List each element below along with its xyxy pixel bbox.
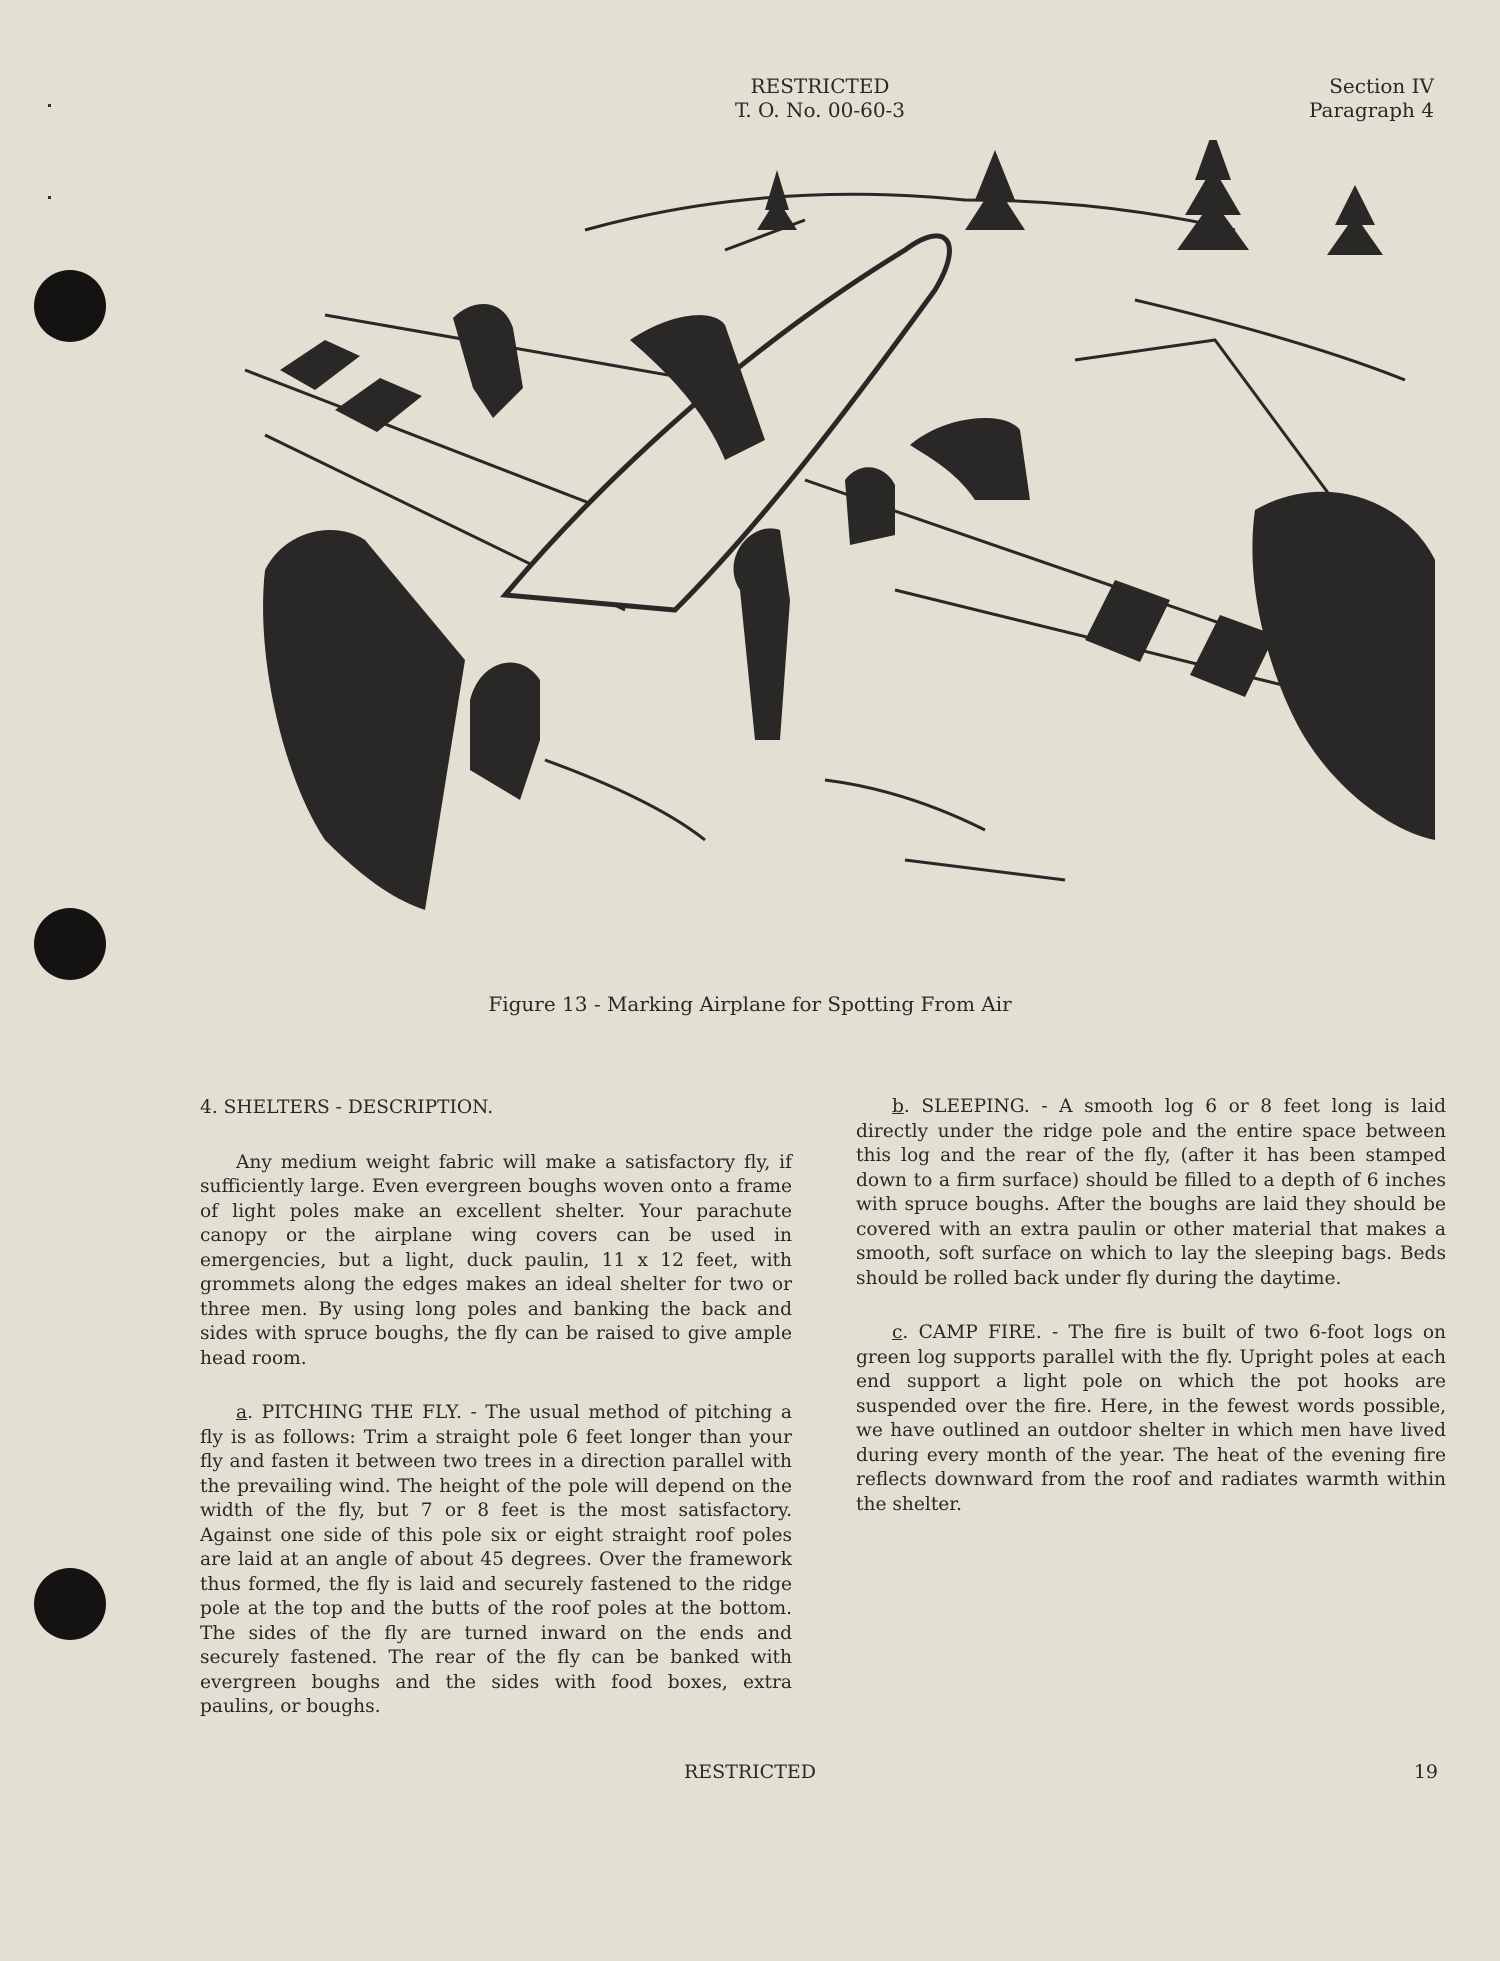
tree-icon — [1177, 140, 1249, 250]
header-right — [1309, 74, 1434, 122]
airplane-illustration — [205, 140, 1445, 970]
tree-icon — [757, 170, 797, 230]
header-restricted: RESTRICTED — [750, 74, 890, 98]
person-icon — [470, 663, 540, 800]
tree-icon — [1252, 492, 1435, 840]
footer-restricted: RESTRICTED — [684, 1761, 816, 1783]
tree-icon — [1327, 185, 1383, 255]
header-paragraph: Paragraph 4 — [1308, 98, 1434, 122]
paragraph-a: a. PITCHING THE FLY. - The usual method of pitching a fly is as follows: Trim a straight pole 6 feet longer than your fly and fasten it between two trees in a direction parallel with the prevailing wind. The height of the pole will depend on the width of the fly, but 7 or 8 feet is the most satisfactory. Against one side of this pole six or eight straight roof poles are laid at an angle of about 45 degrees. Over the framework thus formed, the fly is laid and securely fastened to the ridge pole at the top and the butts of the roof poles at the bottom. The sides of the fly are turned inward on the ends and securely fastened. The rear of the fly can be banked with evergreen boughs and the sides with food boxes, extra paulins, or boughs. — [200, 1402, 792, 1717]
engine-icon — [910, 418, 1030, 500]
paragraph-a-letter: a — [236, 1402, 248, 1423]
paragraph-c-letter: c — [892, 1322, 903, 1343]
column-left — [200, 1096, 792, 1720]
wing-cover-icon — [280, 340, 360, 390]
margin-mark — [48, 196, 51, 199]
figure-illustration — [205, 140, 1445, 970]
section-heading: 4. SHELTERS - DESCRIPTION. — [200, 1097, 494, 1118]
paragraph-b-text: SLEEPING. - A smooth log 6 or 8 feet long is laid directly under the ridge pole and the entire space between this log and the rear of the fly, (after it has been stamped down to a firm surface) should be filled to a depth of 6 inches with spruce boughs. After the boughs are laid they should be covered with an extra paulin or other material that makes a smooth, soft surface on which to lay the sleeping bags. Beds should be rolled back under fly during the daytime. — [856, 1096, 1446, 1289]
paragraph-a-text: PITCHING THE FLY. - The usual method of pitching a fly is as follows: Trim a straight pole 6 feet longer than your fly and fasten it between two trees in a direction parallel with the prevailing wind. The height of the pole will depend on the width of the fly, but 7 or 8 feet is the most satisfactory. Against one side of this pole six or eight straight roof poles are laid at an angle of about 45 degrees. Over the framework thus formed, the fly is laid and securely fastened to the ridge pole at the top and the butts of the roof poles at the bottom. The sides of the fly are turned inward on the ends and securely fastened. The rear of the fly can be banked with evergreen boughs and the sides with food boxes, extra paulins, or boughs. — [200, 1402, 792, 1717]
paragraph-c: c. CAMP FIRE. - The fire is built of two 6-foot logs on green log supports parallel with the fly. Upright poles at each end support a light pole on which the pot hooks are suspended over the fire. Here, in the fewest words possible, we have outlined an outdoor shelter in which men have lived during every month of the year. The heat of the evening fire reflects downward from the roof and radiates warmth within the shelter. — [856, 1322, 1447, 1515]
intro-paragraph: Any medium weight fabric will make a satisfactory fly, if sufficiently large. Even evergreen boughs woven onto a frame of light poles make an excellent shelter. Your parachute canopy or the airplane wing covers can be used in emergencies, but a light, duck paulin, 11 x 12 feet, with grommets along the edges makes an ideal shelter for two or three men. By using long poles and banking the back and sides with spruce boughs, the fly can be raised to give ample head room. — [200, 1151, 792, 1369]
person-icon — [453, 304, 523, 418]
punch-hole — [34, 1568, 106, 1640]
margin-mark — [48, 104, 51, 107]
person-icon — [734, 528, 790, 740]
wing-cover-icon — [1085, 580, 1170, 662]
header-center — [620, 74, 1020, 122]
paragraph-b: b. SLEEPING. - A smooth log 6 or 8 feet long is laid directly under the ridge pole and the entire space between this log and the rear of the fly, (after it has been stamped down to a firm surface) should be filled to a depth of 6 inches with spruce boughs. After the boughs are laid they should be covered with an extra paulin or other material that makes a smooth, soft surface on which to lay the sleeping bags. Beds should be rolled back under fly during the daytime. — [856, 1096, 1446, 1289]
punch-hole — [34, 270, 106, 342]
wing-cover-icon — [335, 378, 422, 432]
tail-icon — [263, 530, 465, 910]
page-number: 19 — [1413, 1761, 1438, 1783]
column-right — [856, 1094, 1446, 1517]
header-to-number: T. O. No. 00-60-3 — [734, 98, 906, 122]
person-icon — [845, 467, 895, 545]
paragraph-b-letter: b — [892, 1096, 904, 1117]
tree-icon — [965, 150, 1025, 230]
figure-caption: Figure 13 - Marking Airplane for Spotting From Air — [488, 992, 1012, 1016]
paragraph-c-text: CAMP FIRE. - The fire is built of two 6-foot logs on green log supports parallel with the fly. Upright poles at each end support a light pole on which the pot hooks are suspended over the fire. Here, in the fewest words possible, we have outlined an outdoor shelter in which men have lived during every month of the year. The heat of the evening fire reflects downward from the roof and radiates warmth within the shelter. — [856, 1322, 1447, 1515]
punch-hole — [34, 908, 106, 980]
header-section: Section IV — [1329, 74, 1434, 98]
